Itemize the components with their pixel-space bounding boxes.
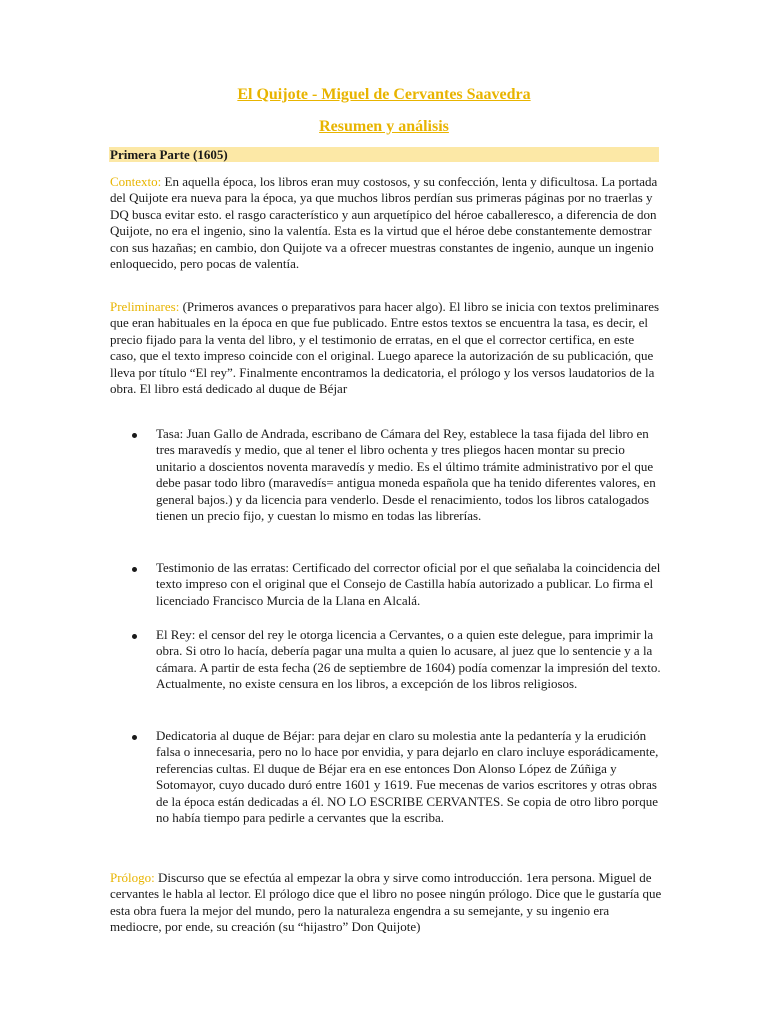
paragraph-lead: Preliminares: bbox=[110, 299, 180, 314]
list-item-dedicatoria: Dedicatoria al duque de Béjar: para dejar en claro su molestia ante la pedantería y la erudición falsa o innecesaria, pero no lo hace por envidia, y para dejarlo en claro incluye esporádicamente, referencias cultas. El duque de Béjar era en ese entonces Don Alonso López de Zúñiga y Sotomayor, cuyo ducado duró entre 1601 y 1619. Fue mecenas de varios escritores y otras obras de la época están dedicadas a él. NO LO ESCRIBE CERVANTES. Se copia de otro libro porque no había tiempo para pedirle a cervantes que la escriba. bbox=[156, 728, 659, 826]
list-item-erratas: Testimonio de las erratas: Certificado del corrector oficial por el que señalaba la coincidencia del texto impreso con el original que el Consejo de Castilla había autorizado a publicar. Lo firma el licenciado Francisco Murcia de la Llana en Alcalá. bbox=[156, 560, 661, 608]
paragraph-contexto bbox=[110, 174, 662, 272]
document-title: El Quijote - Miguel de Cervantes Saavedra bbox=[237, 86, 531, 103]
bullet-dot bbox=[132, 433, 137, 438]
paragraph-prologo bbox=[110, 870, 662, 936]
paragraph-preliminares bbox=[110, 299, 662, 397]
paragraph-lead: Prólogo: bbox=[110, 870, 155, 885]
paragraph-text: Discurso que se efectúa al empezar la obra y sirve como introducción. 1era persona. Miguel de cervantes le habla al lector. El prólogo dice que el libro no posee ningún prólogo. Dice que le gustaría que esta obra fuera la mejor del mundo, pero la naturaleza engendra a su semejante, y su ingenio era mediocre, por ende, su creación (su “hijastro” Don Quijote) bbox=[110, 870, 662, 935]
bullet-dot bbox=[132, 567, 137, 572]
list-item-rey: El Rey: el censor del rey le otorga licencia a Cervantes, o a quien este delegue, para imprimir la obra. Si otro lo hacía, debería pagar una multa a quien lo acusare, al juez que lo sentencie y a la cámara. A partir de esta fecha (26 de septiembre de 1604) podía comenzar la impresión del texto. Actualmente, no existe censura en los libros, a excepción de los libros religiosos. bbox=[156, 627, 661, 692]
section-heading: Primera Parte (1605) bbox=[109, 147, 659, 162]
paragraph-text: (Primeros avances o preparativos para hacer algo). El libro se inicia con textos preliminares que eran habituales en la época en que fue publicado. Entre estos textos se encuentra la tasa, es decir, el precio fijado para la venta del libro, y el testimonio de erratas, en el que el corrector certifica, en este caso, que el texto impreso coincide con el original. Luego aparece la autorización de su publicación, que lleva por título “El rey”. Finalmente encontramos la dedicatoria, el prólogo y los versos laudatorios de la obra. El libro está dedicado al duque de Béjar bbox=[110, 299, 660, 397]
bullet-dot bbox=[132, 634, 137, 639]
bullet-dot bbox=[132, 735, 137, 740]
paragraph-lead: Contexto: bbox=[110, 174, 162, 189]
list-item-tasa: Tasa: Juan Gallo de Andrada, escribano de Cámara del Rey, establece la tasa fijada del libro en tres maravedís y medio, que al tener el libro ochenta y tres pliegos hacen montar su precio unitario a doscientos noventa maravedís y medio. Es el último trámite administrativo por el que debe pasar todo libro (maravedís= antigua moneda española que ha tenido diferentes valores, en general bajos.) y da licencia para venderlo. Desde el renacimiento, todos los libros catalogados tienen un precio fijo, y cuestan lo mismo en todas las librerías. bbox=[156, 426, 656, 524]
paragraph-text: En aquella época, los libros eran muy costosos, y su confección, lenta y dificultosa. La portada del Quijote era nueva para la época, ya que muchos libros perdían sus primeras páginas por no traerlas y DQ busca evitar esto. el rasgo característico y aun arquetípico del héroe caballeresco, a diferencia de don Quijote, no era el ingenio, sino la valentía. Esta es la virtud que el héroe debe constantemente demostrar con sus hazañas; en cambio, don Quijote va a ofrecer muestras constantes de ingenio, aunque un ingenio enloquecido, pero pocas de valentía. bbox=[110, 174, 658, 272]
document-subtitle: Resumen y análisis bbox=[319, 118, 449, 135]
